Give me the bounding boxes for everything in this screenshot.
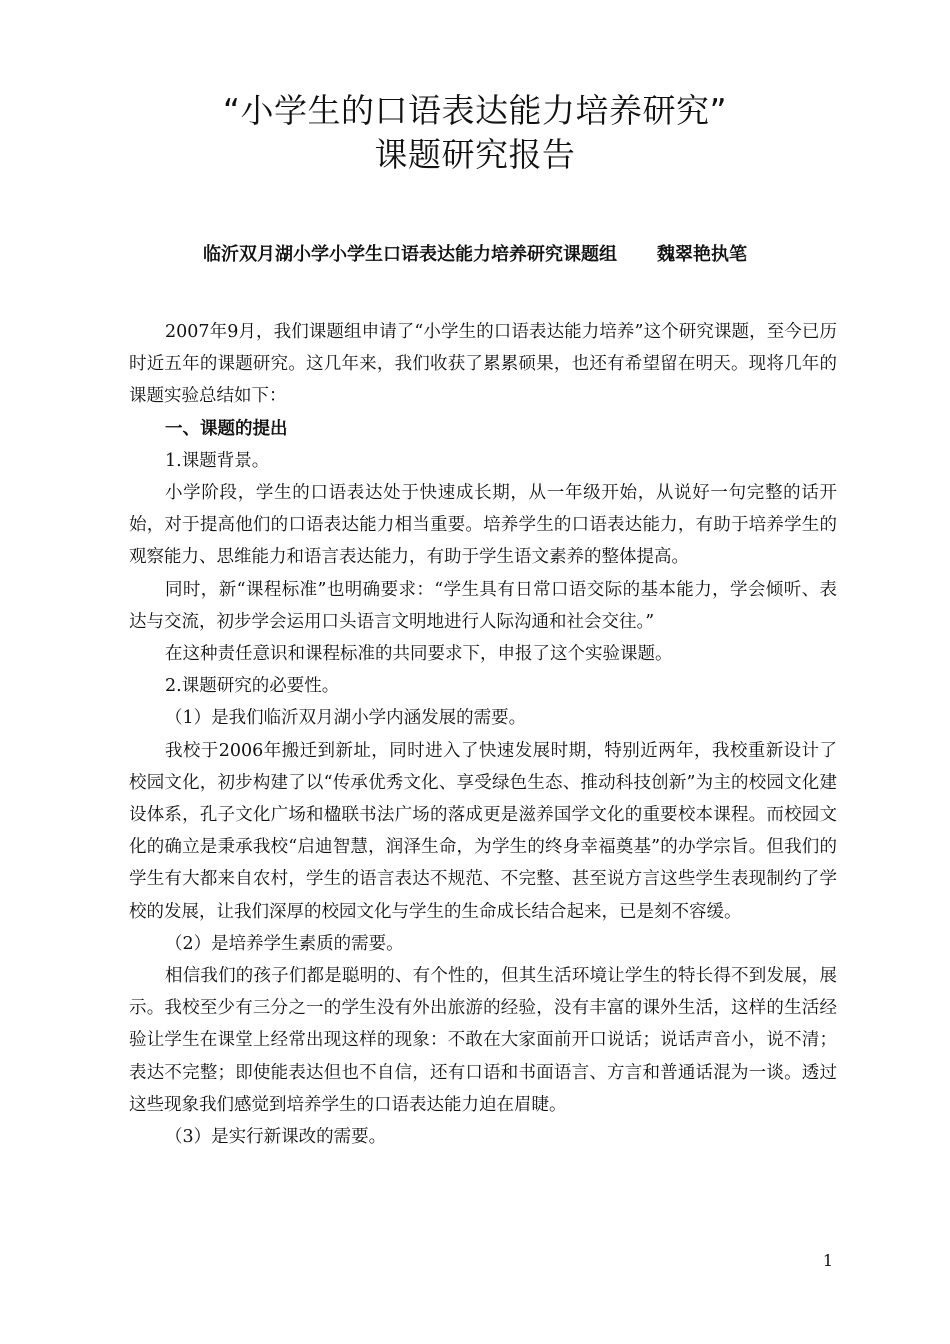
list-point: （2）是培养学生素质的需要。	[165, 933, 404, 954]
paragraph-intro: 2007年9月，我们课题组申请了“小学生的口语表达能力培养”这个研究课题，至今已历时近五年的课题研究。这几年来，我们收获了累累硕果，也还有希望留在明天。现将几年的课题实验总结如下：	[129, 322, 837, 407]
document-body	[129, 316, 837, 1153]
paragraph: 相信我们的孩子们都是聪明的、有个性的，但其生活环境让学生的特长得不到发展，展示。我校至少有三分之一的学生没有外出旅游的经验，没有丰富的课外生活，这样的生活经验让学生在课堂上经常出现这样的现象：不敢在大家面前开口说话；说话声音小，说不清；表达不完整；即使能表达但也不自信，还有口语和书面语言、方言和普通话混为一谈。透过这些现象我们感觉到培养学生的口语表达能力迫在眉睫。	[129, 966, 837, 1115]
list-point: （1）是我们临沂双月湖小学内涵发展的需要。	[165, 708, 527, 729]
byline	[0, 240, 950, 266]
paragraph: 同时，新“课程标准”也明确要求：“学生具有日常口语交际的基本能力，学会倾听、表达与交流，初步学会运用口头语言文明地进行人际沟通和社会交往。”	[129, 579, 837, 632]
list-point: （3）是实行新课改的需要。	[165, 1127, 387, 1148]
section-heading: 一、课题的提出	[165, 418, 288, 439]
document-title-line-2: 课题研究报告	[374, 135, 576, 174]
document-title-line-1: “小学生的口语表达能力培养研究”	[222, 91, 728, 130]
page-number: 1	[822, 1251, 833, 1270]
paragraph: 在这种责任意识和课程标准的共同要求下，申报了这个实验课题。	[165, 644, 673, 665]
paragraph: 我校于2006年搬迁到新址，同时进入了快速发展时期，特别近两年，我校重新设计了校园文化，初步构建了以“传承优秀文化、享受绿色生态、推动科技创新”为主的校园文化建设体系，孔子文化广场和楹联书法广场的落成更是滋养国学文化的重要校本课程。而校园文化的确立是秉承我校“启迪智慧，润泽生命，为学生的终身幸福奠基”的办学宗旨。但我们的学生有大都来自农村，学生的语言表达不规范、不完整、甚至说方言这些学生表现制约了学校的发展，让我们深厚的校园文化与学生的生命成长结合起来，已是刻不容缓。	[129, 740, 837, 922]
byline-author: 魏翠艳执笔	[657, 244, 747, 265]
subheading-necessity: 2.课题研究的必要性。	[165, 676, 340, 697]
subheading-background: 1.课题背景。	[165, 450, 270, 471]
byline-group: 临沂双月湖小学小学生口语表达能力培养研究课题组	[203, 244, 617, 265]
paragraph: 小学阶段，学生的口语表达处于快速成长期，从一年级开始，从说好一句完整的话开始，对于提高他们的口语表达能力相当重要。培养学生的口语表达能力，有助于培养学生的观察能力、思维能力和语言表达能力，有助于学生语文素养的整体提高。	[129, 483, 837, 568]
